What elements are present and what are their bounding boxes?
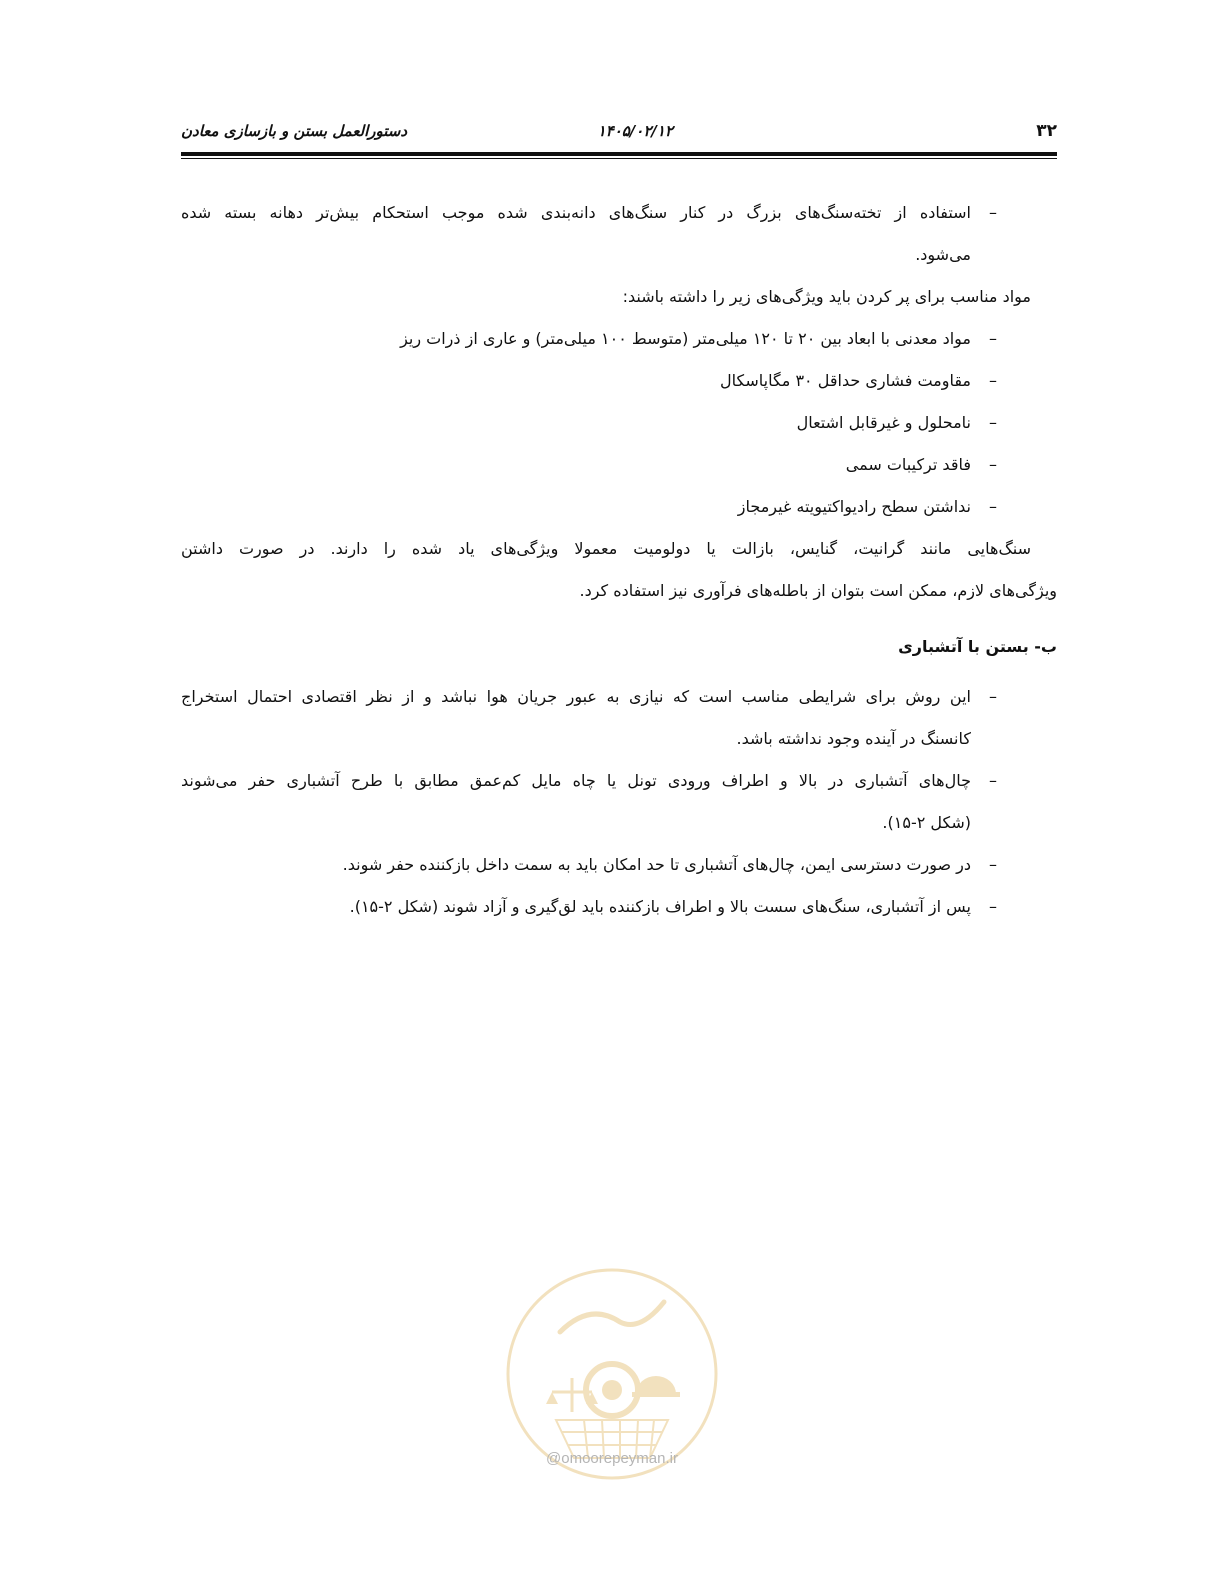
list-item-text: کانسنگ در آینده وجود نداشته باشد. bbox=[736, 729, 971, 748]
list-item-continuation bbox=[181, 718, 1057, 760]
header-rule-thin bbox=[181, 158, 1057, 159]
watermark-url: @omoorepeyman.ir bbox=[546, 1450, 678, 1467]
list-item-text: در صورت دسترسی ایمن، چال‌های آتشباری تا حد امکان باید به سمت داخل بازکننده حفر شوند. bbox=[342, 855, 971, 874]
section-title: ب- بستن با آتشباری bbox=[898, 637, 1057, 656]
bullet-dash: – bbox=[989, 455, 997, 474]
list-item-text: نامحلول و غیرقابل اشتعال bbox=[796, 413, 971, 432]
list-item-continuation bbox=[181, 802, 1057, 844]
bullet-dash: – bbox=[989, 771, 997, 790]
paragraph-text: ویژگی‌های لازم، ممکن است بتوان از باطله‌های فرآوری نیز استفاده کرد. bbox=[579, 581, 1057, 600]
list-item-text: نداشتن سطح رادیواکتیویته غیرمجاز bbox=[737, 497, 971, 516]
list-item-text: می‌شود. bbox=[915, 245, 971, 264]
header-rule-thick bbox=[181, 152, 1057, 156]
gear-icon bbox=[586, 1364, 638, 1416]
bullet-dash: – bbox=[989, 413, 997, 432]
bullet-dash: – bbox=[989, 329, 997, 348]
paragraph-line bbox=[181, 276, 1057, 318]
bullet-dash: – bbox=[989, 371, 997, 390]
list-item-text: (شکل ۲-۱۵). bbox=[882, 813, 971, 832]
paragraph-line bbox=[181, 570, 1057, 612]
list-item bbox=[181, 844, 1057, 886]
list-item-text: این روش برای شرایطی مناسب است که نیازی به عبور جریان هوا نباشد و از نظر اقتصادی احتمال استخراج bbox=[181, 687, 971, 706]
paragraph-line bbox=[181, 528, 1057, 570]
list-item-continuation bbox=[181, 234, 1057, 276]
list-item-text: فاقد ترکیبات سمی bbox=[845, 455, 971, 474]
bullet-dash: – bbox=[989, 497, 997, 516]
page-number: ۳۲ bbox=[1036, 121, 1057, 141]
bullet-dash: – bbox=[989, 687, 997, 706]
bullet-dash: – bbox=[989, 855, 997, 874]
header-title: دستورالعمل بستن و بازسازی معادن bbox=[181, 122, 408, 140]
list-item bbox=[181, 886, 1057, 928]
list-item bbox=[181, 318, 1057, 360]
intro-text: مواد مناسب برای پر کردن باید ویژگی‌های زیر را داشته باشند: bbox=[622, 287, 1031, 306]
bullet-dash: – bbox=[989, 203, 997, 222]
list-item bbox=[181, 444, 1057, 486]
paragraph-text: سنگ‌هایی مانند گرانیت، گنایس، بازالت یا دولومیت معمولا ویژگی‌های یاد شده را دارند. در صورت داشتن bbox=[181, 539, 1031, 558]
logo-script-mark bbox=[560, 1302, 664, 1332]
list-item bbox=[181, 676, 1057, 718]
list-item bbox=[181, 760, 1057, 802]
list-item-text: استفاده از تخته‌سنگ‌های بزرگ در کنار سنگ‌های دانه‌بندی شده موجب استحکام بیش‌تر دهانه بسته شده bbox=[181, 203, 971, 222]
list-item-text: چال‌های آتشباری در بالا و اطراف ورودی تونل یا چاه مایل کم‌عمق مطابق با طرح آتشباری حفر می‌شوند bbox=[181, 771, 971, 790]
header-date: ۱۴۰۵/۰۲/۱۲ bbox=[597, 122, 673, 140]
list-item bbox=[181, 360, 1057, 402]
list-item bbox=[181, 402, 1057, 444]
list-item-text: پس از آتشباری، سنگ‌های سست بالا و اطراف بازکننده باید لق‌گیری و آزاد شوند (شکل ۲-۱۵). bbox=[349, 897, 971, 916]
document-body bbox=[181, 192, 1057, 928]
page-header bbox=[181, 118, 1057, 148]
list-item-text: مواد معدنی با ابعاد بین ۲۰ تا ۱۲۰ میلی‌متر (متوسط ۱۰۰ میلی‌متر) و عاری از ذرات ریز bbox=[400, 329, 971, 348]
bullet-dash: – bbox=[989, 897, 997, 916]
list-item-text: مقاومت فشاری حداقل ۳۰ مگاپاسکال bbox=[720, 371, 971, 390]
helmet-icon bbox=[632, 1376, 680, 1397]
list-item bbox=[181, 486, 1057, 528]
list-item bbox=[181, 192, 1057, 234]
